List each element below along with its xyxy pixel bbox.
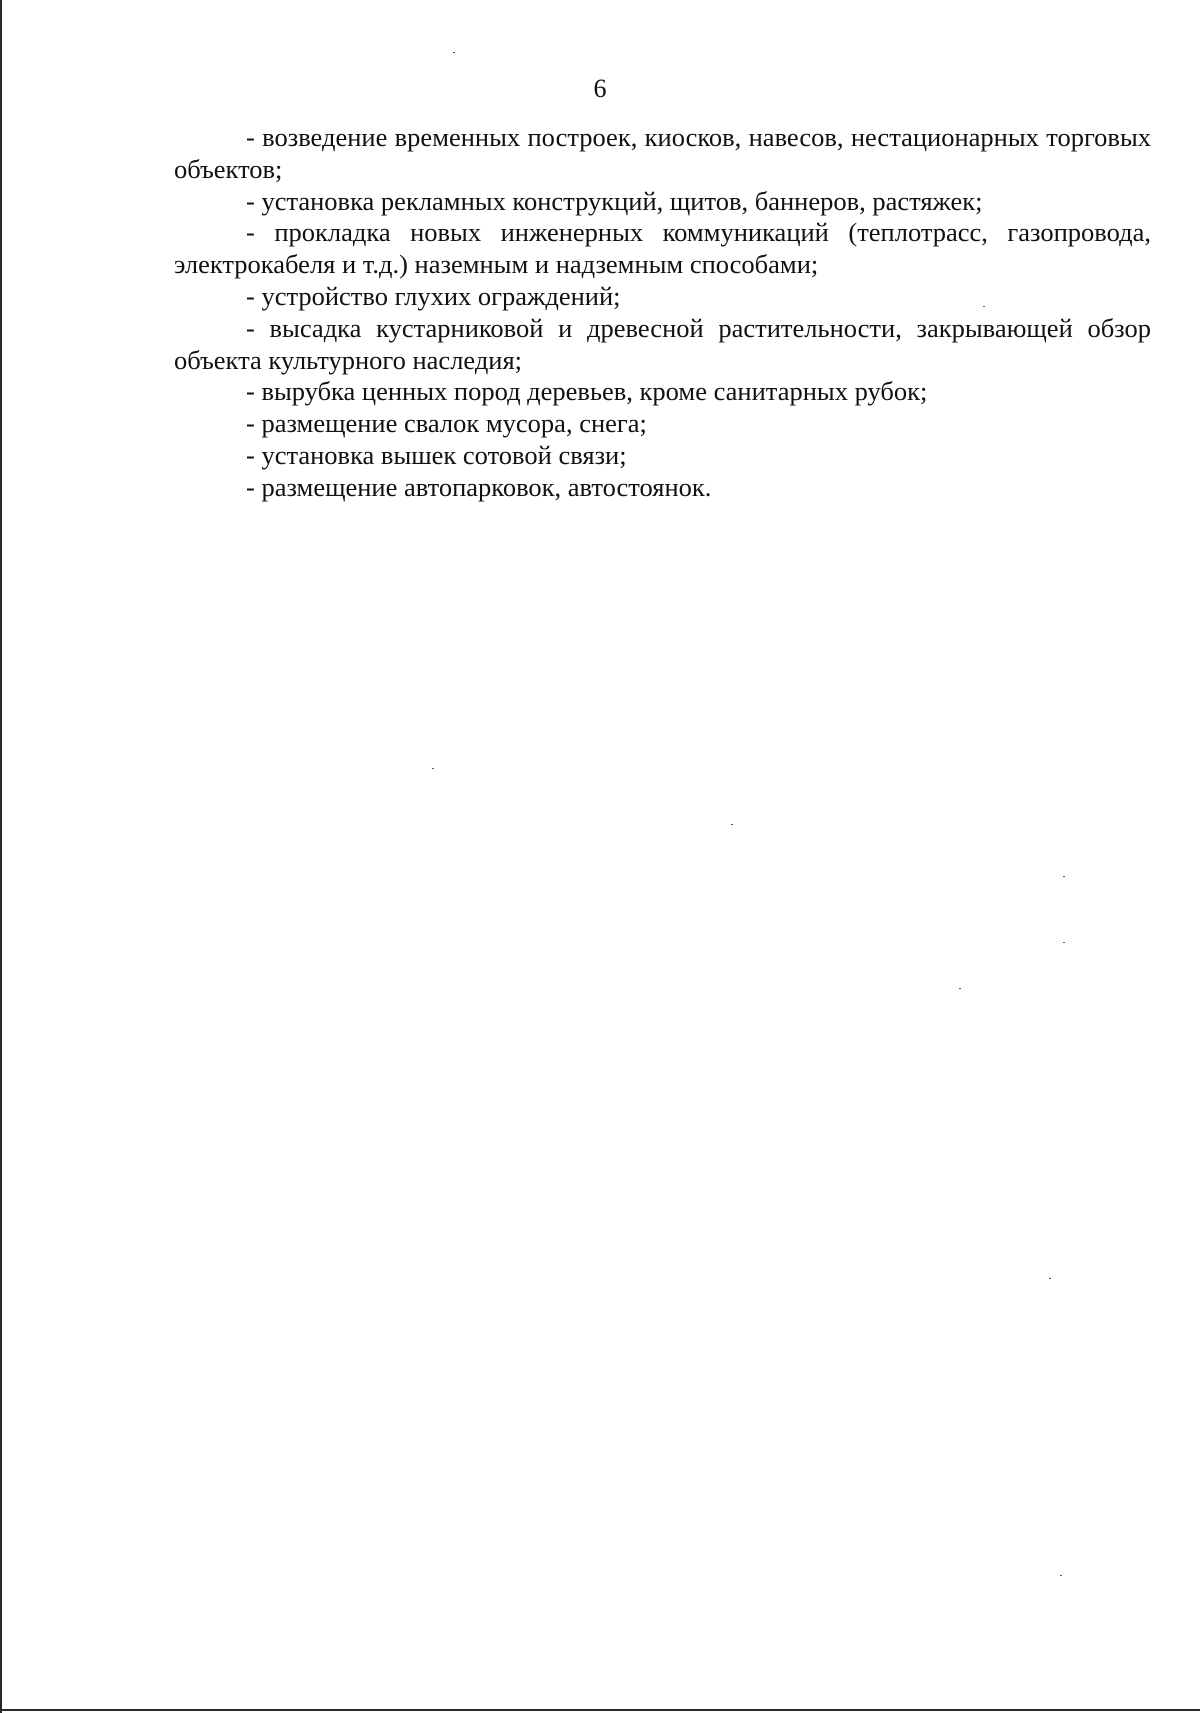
scan-speck <box>1060 1575 1062 1576</box>
scan-speck <box>1049 1278 1051 1279</box>
scan-speck <box>959 988 961 989</box>
list-item: - высадка кустарниковой и древесной растительности, закрывающей обзор объекта культурного наследия; <box>174 312 1151 375</box>
page-number: 6 <box>593 74 607 103</box>
list-item: - размещение свалок мусора, снега; <box>246 408 647 439</box>
list-item: - прокладка новых инженерных коммуникаций (теплотрасс, газопровода, электрокабеля и т.д.) наземным и надземным способами; <box>174 217 1151 280</box>
list-item: - вырубка ценных пород деревьев, кроме санитарных рубок; <box>246 376 928 407</box>
scan-speck <box>731 824 733 825</box>
list-item: - размещение автопарковок, автостоянок. <box>246 471 712 502</box>
scan-edge-bottom <box>0 1709 1200 1711</box>
scan-speck <box>453 52 455 53</box>
scan-speck <box>1063 876 1065 877</box>
scan-speck <box>983 306 985 307</box>
list-item: - установка вышек сотовой связи; <box>246 439 627 470</box>
scan-speck <box>432 768 434 769</box>
scan-speck <box>1063 942 1065 943</box>
list-item: - установка рекламных конструкций, щитов, баннеров, растяжек; <box>246 185 983 216</box>
list-item: - устройство глухих ограждений; <box>246 280 621 311</box>
list-item: - возведение временных построек, киосков, навесов, нестационарных торговых объектов; <box>174 122 1151 184</box>
scan-edge-left <box>0 0 2 1713</box>
restrictions-list <box>174 122 1151 504</box>
